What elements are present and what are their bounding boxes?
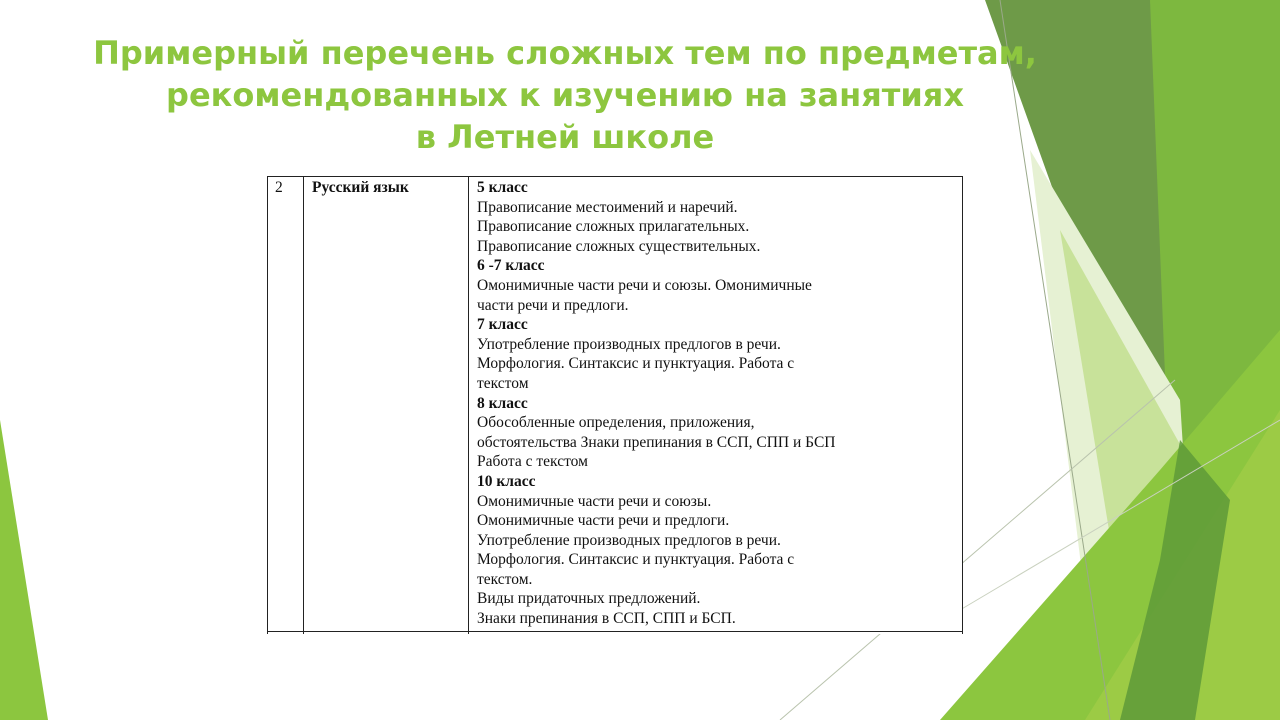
topic-line: Омонимичные части речи и предлоги. — [477, 512, 730, 530]
green-shape-left — [0, 420, 48, 720]
topic-line: Омонимичные части речи и союзы. Омонимичные — [477, 276, 812, 294]
grade-heading: 8 класс — [477, 394, 528, 412]
topic-line: Употребление производных предлогов в речи. — [477, 335, 781, 353]
topic-line: Употребление производных предлогов в речи. — [477, 531, 781, 549]
row-content-cut-off — [469, 631, 963, 634]
row-subject-cut-off — [304, 631, 469, 634]
topic-line: части речи и предлоги. — [477, 296, 629, 314]
topics-table — [267, 176, 963, 634]
slide-title-line: в Летней школе — [415, 118, 715, 156]
topic-line: Морфология. Синтаксис и пунктуация. Работа с — [477, 551, 795, 569]
document-image — [267, 176, 963, 634]
topic-line: текстом. — [477, 570, 533, 588]
topic-line: Работа с текстом — [477, 453, 588, 471]
table-row-cut-off — [268, 631, 963, 634]
slide-title — [60, 32, 1070, 158]
topic-line: обстоятельства Знаки препинания в ССП, СПП и БСП — [477, 433, 836, 451]
topic-line: Морфология. Синтаксис и пунктуация. Работа с — [477, 355, 795, 373]
row-subject: Русский язык — [304, 177, 469, 632]
grade-heading: 6 -7 класс — [477, 257, 545, 275]
table-row — [268, 177, 963, 632]
grade-heading: 10 класс — [477, 472, 536, 490]
grade-heading: 5 класс — [477, 179, 528, 196]
topic-line: Правописание местоимений и наречий. — [477, 198, 738, 216]
topic-line: Знаки препинания в ССП, СПП и БСП. — [477, 610, 736, 628]
row-number-cut-off — [268, 631, 304, 634]
topic-line: текстом — [477, 374, 529, 392]
topic-line: Правописание сложных прилагательных. — [477, 218, 750, 236]
topic-line: Правописание сложных существительных. — [477, 237, 761, 255]
grade-heading: 7 класс — [477, 316, 528, 334]
slide-title-line: рекомендованных к изучению на занятиях — [166, 76, 964, 114]
slide-title-line: Примерный перечень сложных тем по предметам, — [93, 34, 1037, 72]
topic-line: Обособленные определения, приложения, — [477, 414, 755, 432]
topic-line: Виды придаточных предложений. — [477, 590, 701, 608]
row-content — [469, 177, 963, 632]
topic-line: Омонимичные части речи и союзы. — [477, 492, 712, 510]
row-number: 2 — [268, 177, 304, 632]
